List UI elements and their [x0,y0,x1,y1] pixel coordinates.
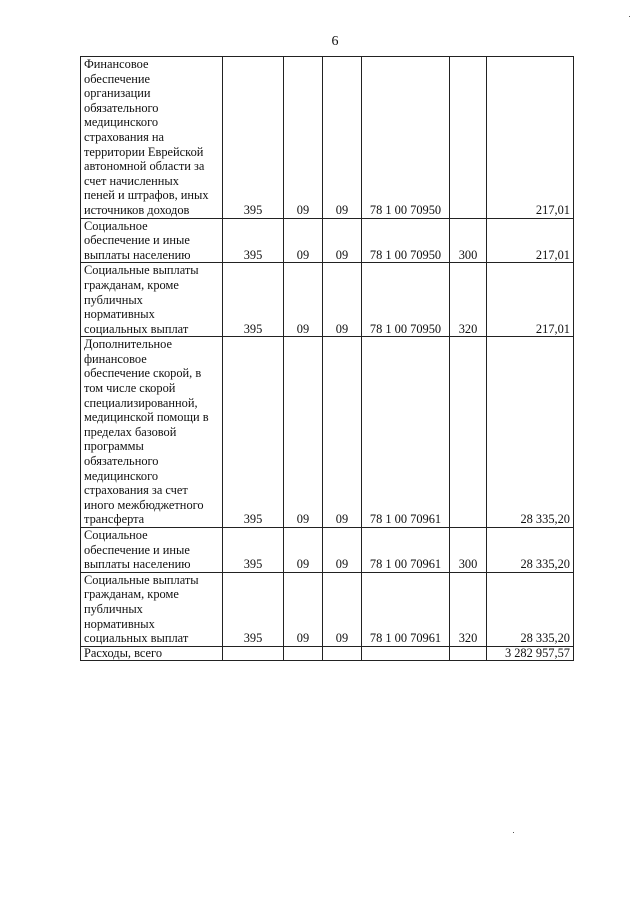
cell-amount: 217,01 [487,57,574,219]
cell-target-article: 78 1 00 70950 [362,218,450,263]
cell-code: 395 [223,572,284,646]
total-label: Расходы, всего [81,646,223,660]
cell-code: 395 [223,57,284,219]
cell-section: 09 [284,337,323,528]
cell-subsection: 09 [323,263,362,337]
cell-code: 395 [223,263,284,337]
cell-section: 09 [284,263,323,337]
cell-target-article: 78 1 00 70961 [362,528,450,573]
total-amount: 3 282 957,57 [487,646,574,660]
cell-section: 09 [284,572,323,646]
cell-section: 09 [284,57,323,219]
cell-target-article: 78 1 00 70950 [362,263,450,337]
table-row [81,57,574,219]
cell-code: 395 [223,337,284,528]
cell-code: 395 [223,218,284,263]
page-number: 6 [331,34,339,49]
table-row [81,528,574,573]
total-row [81,646,574,660]
cell-expense-type: 300 [450,528,487,573]
cell-target-article: 78 1 00 70961 [362,572,450,646]
budget-table [80,56,574,661]
cell-section: 09 [284,528,323,573]
cell-subsection: 09 [323,337,362,528]
cell-amount: 217,01 [487,263,574,337]
total-empty-cell [223,646,284,660]
total-empty-cell [450,646,487,660]
cell-expense-type [450,337,487,528]
total-empty-cell [284,646,323,660]
total-empty-cell [362,646,450,660]
row-name: Дополнительное финансовое обеспечение скорой, в том числе скорой специализированной, медицинской помощи в пределах базовой программы обязательного медицинского страхования за счет иного межбюджетного трансферта [81,337,223,528]
cell-section: 09 [284,218,323,263]
cell-amount: 28 335,20 [487,528,574,573]
row-name: Социальное обеспечение и иные выплаты населению [81,218,223,263]
cell-subsection: 09 [323,528,362,573]
row-name: Финансовое обеспечение организации обязательного медицинского страхования на территории Еврейской автономной области за счет начисленных пеней и штрафов, иных источников доходов [81,57,223,219]
row-name: Социальные выплаты гражданам, кроме публичных нормативных социальных выплат [81,572,223,646]
cell-amount: 217,01 [487,218,574,263]
cell-expense-type: 300 [450,218,487,263]
cell-target-article: 78 1 00 70961 [362,337,450,528]
table-row [81,263,574,337]
cell-expense-type [450,57,487,219]
cell-target-article: 78 1 00 70950 [362,57,450,219]
cell-subsection: 09 [323,57,362,219]
cell-code: 395 [223,528,284,573]
table-row [81,218,574,263]
cell-subsection: 09 [323,572,362,646]
cell-expense-type: 320 [450,572,487,646]
cell-amount: 28 335,20 [487,337,574,528]
row-name: Социальное обеспечение и иные выплаты населению [81,528,223,573]
total-empty-cell [323,646,362,660]
cell-amount: 28 335,20 [487,572,574,646]
cell-expense-type: 320 [450,263,487,337]
table-row [81,572,574,646]
row-name: Социальные выплаты гражданам, кроме публичных нормативных социальных выплат [81,263,223,337]
cell-subsection: 09 [323,218,362,263]
table-row [81,337,574,528]
